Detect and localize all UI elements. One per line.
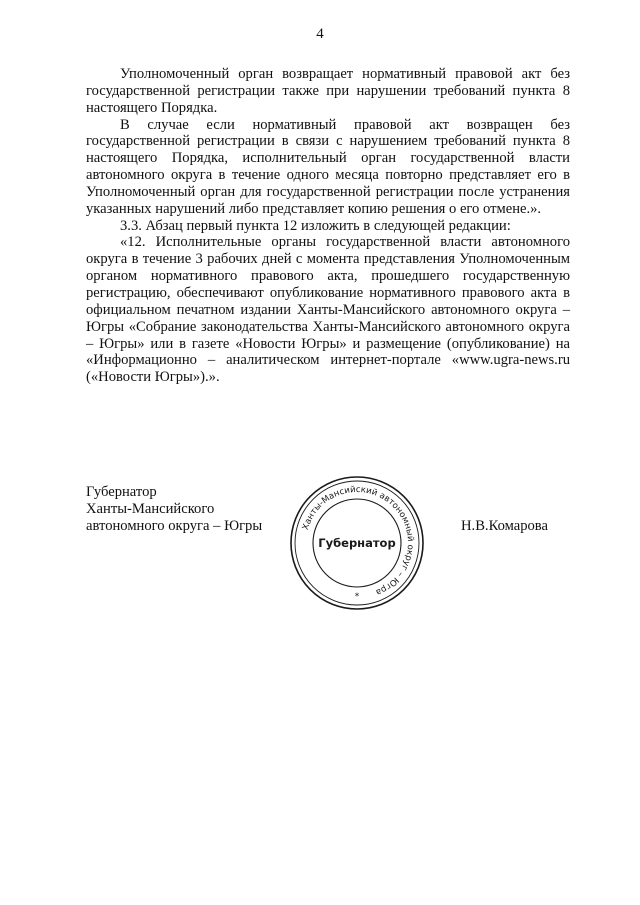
- signature-position-line: Губернатор: [86, 484, 157, 500]
- signature-position-line: автономного округа – Югры: [86, 518, 263, 534]
- signature-position-line: Ханты-Мансийского: [86, 501, 215, 517]
- paragraph-amendment-3-3: 3.3. Абзац первый пункта 12 изложить в следующей редакции:: [120, 217, 511, 234]
- paragraph-return-act: Уполномоченный орган возвращает нормативный правовой акт без государственной регистрации также при нарушении требований пункта 8 настоящего Порядка.: [86, 66, 570, 116]
- stamp-ring-text: Ханты-Мансийский автономный округ – Югра: [300, 484, 416, 598]
- stamp-star: *: [354, 592, 360, 602]
- stamp-seal-graphic: [288, 474, 426, 612]
- signer-name: Н.В.Комарова: [461, 518, 548, 534]
- paragraph-return-case: В случае если нормативный правовой акт возвращен без государственной регистрации в связи с нарушением требований пункта 8 настоящего Порядка, исполнительный орган государственной власти автономного округа в течение одного месяца повторно представляет его в Уполномоченный орган для государственной регистрации после устранения указанных нарушений либо представляет копию решения о его отмене.».: [86, 116, 570, 217]
- body-text: [86, 66, 570, 386]
- signature-position: [86, 484, 262, 535]
- stamp-center-text: Губернатор: [318, 536, 396, 550]
- page-number: 4: [316, 26, 324, 42]
- official-stamp: [288, 474, 426, 612]
- paragraph-item-12: «12. Исполнительные органы государственной власти автономного округа в течение 3 рабочих дней с момента представления Уполномоченным органом нормативного правового акта, прошедшего государственную регистрацию, обеспечивают опубликование нормативного правового акта в официальном печатном издании Ханты-Мансийского автономного округа – Югры «Собрание законодательства Ханты-Мансийского автономного округа – Югры» или в газете «Новости Югры» и размещение (опубликование) на «Информационно – аналитическом интернет-портале «www.ugra-news.ru («Новости Югры»).».: [86, 234, 570, 386]
